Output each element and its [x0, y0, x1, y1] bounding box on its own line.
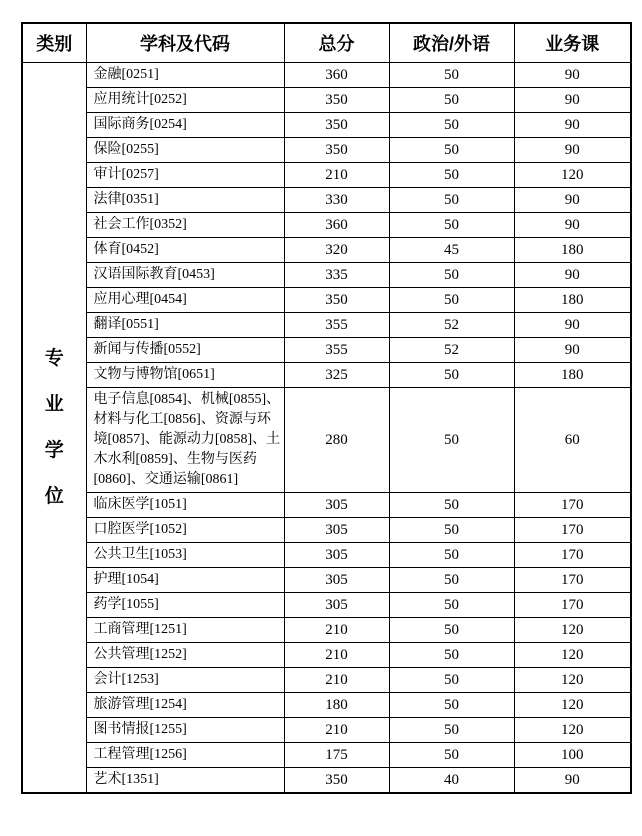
- table-row: [22, 238, 631, 263]
- professional-course-cell: 90: [514, 63, 631, 88]
- politics-foreign-cell: 50: [389, 543, 514, 568]
- total-score-cell: 305: [284, 493, 389, 518]
- table-row: [22, 138, 631, 163]
- subject-cell: 图书情报[1255]: [86, 718, 284, 743]
- table-row: [22, 288, 631, 313]
- table-row: [22, 213, 631, 238]
- table-row: [22, 768, 631, 794]
- politics-foreign-cell: 50: [389, 188, 514, 213]
- professional-course-cell: 90: [514, 313, 631, 338]
- subject-cell: 临床医学[1051]: [86, 493, 284, 518]
- total-score-cell: 320: [284, 238, 389, 263]
- header-category: 类别: [22, 23, 86, 63]
- professional-course-cell: 90: [514, 138, 631, 163]
- total-score-cell: 350: [284, 113, 389, 138]
- subject-cell: 护理[1054]: [86, 568, 284, 593]
- total-score-cell: 210: [284, 163, 389, 188]
- politics-foreign-cell: 50: [389, 388, 514, 493]
- header-total-score: 总分: [284, 23, 389, 63]
- subject-cell: 应用心理[0454]: [86, 288, 284, 313]
- politics-foreign-cell: 50: [389, 63, 514, 88]
- professional-course-cell: 120: [514, 643, 631, 668]
- politics-foreign-cell: 50: [389, 263, 514, 288]
- politics-foreign-cell: 50: [389, 88, 514, 113]
- table-row: [22, 593, 631, 618]
- professional-course-cell: 180: [514, 238, 631, 263]
- total-score-cell: 280: [284, 388, 389, 493]
- table-row: [22, 693, 631, 718]
- total-score-cell: 305: [284, 593, 389, 618]
- subject-cell: 公共卫生[1053]: [86, 543, 284, 568]
- professional-course-cell: 90: [514, 338, 631, 363]
- subject-cell: 金融[0251]: [86, 63, 284, 88]
- politics-foreign-cell: 50: [389, 113, 514, 138]
- table-row: [22, 363, 631, 388]
- politics-foreign-cell: 50: [389, 743, 514, 768]
- professional-course-cell: 120: [514, 718, 631, 743]
- subject-cell: 保险[0255]: [86, 138, 284, 163]
- header-row: [22, 23, 631, 63]
- table-row: [22, 668, 631, 693]
- politics-foreign-cell: 50: [389, 518, 514, 543]
- subject-cell: 工程管理[1256]: [86, 743, 284, 768]
- professional-course-cell: 120: [514, 693, 631, 718]
- subject-cell: 文物与博物馆[0651]: [86, 363, 284, 388]
- professional-course-cell: 90: [514, 113, 631, 138]
- politics-foreign-cell: 50: [389, 693, 514, 718]
- subject-cell: 国际商务[0254]: [86, 113, 284, 138]
- professional-course-cell: 170: [514, 593, 631, 618]
- total-score-cell: 355: [284, 338, 389, 363]
- subject-cell: 公共管理[1252]: [86, 643, 284, 668]
- table-row: [22, 88, 631, 113]
- category-char: 位: [44, 485, 64, 507]
- total-score-cell: 350: [284, 768, 389, 794]
- subject-cell: 体育[0452]: [86, 238, 284, 263]
- politics-foreign-cell: 50: [389, 568, 514, 593]
- subject-cell: 工商管理[1251]: [86, 618, 284, 643]
- professional-course-cell: 90: [514, 768, 631, 794]
- table-row: [22, 113, 631, 138]
- professional-course-cell: 120: [514, 668, 631, 693]
- category-cell: [22, 63, 86, 794]
- subject-cell: 翻译[0551]: [86, 313, 284, 338]
- subject-cell: 药学[1055]: [86, 593, 284, 618]
- category-char: 学: [44, 439, 64, 461]
- header-politics-foreign: 政治/外语: [389, 23, 514, 63]
- table-row: [22, 543, 631, 568]
- subject-cell: 汉语国际教育[0453]: [86, 263, 284, 288]
- politics-foreign-cell: 50: [389, 668, 514, 693]
- category-char: 业: [44, 393, 64, 415]
- total-score-cell: 350: [284, 288, 389, 313]
- total-score-cell: 350: [284, 88, 389, 113]
- header-subject-code: 学科及代码: [86, 23, 284, 63]
- table-row: [22, 163, 631, 188]
- category-char: 专: [44, 347, 64, 369]
- table-row: [22, 718, 631, 743]
- professional-course-cell: 90: [514, 263, 631, 288]
- politics-foreign-cell: 50: [389, 643, 514, 668]
- total-score-cell: 325: [284, 363, 389, 388]
- subject-cell: 会计[1253]: [86, 668, 284, 693]
- total-score-cell: 305: [284, 543, 389, 568]
- total-score-cell: 350: [284, 138, 389, 163]
- table-row: [22, 338, 631, 363]
- subject-cell: 应用统计[0252]: [86, 88, 284, 113]
- professional-course-cell: 90: [514, 88, 631, 113]
- politics-foreign-cell: 50: [389, 493, 514, 518]
- table-row: [22, 743, 631, 768]
- professional-course-cell: 170: [514, 518, 631, 543]
- professional-course-cell: 100: [514, 743, 631, 768]
- total-score-cell: 360: [284, 63, 389, 88]
- table-row: [22, 568, 631, 593]
- total-score-cell: 180: [284, 693, 389, 718]
- total-score-cell: 210: [284, 668, 389, 693]
- total-score-cell: 355: [284, 313, 389, 338]
- subject-cell: 艺术[1351]: [86, 768, 284, 794]
- politics-foreign-cell: 45: [389, 238, 514, 263]
- table-row: [22, 388, 631, 493]
- professional-course-cell: 90: [514, 188, 631, 213]
- table-row: [22, 493, 631, 518]
- politics-foreign-cell: 50: [389, 363, 514, 388]
- politics-foreign-cell: 50: [389, 213, 514, 238]
- subject-cell: 旅游管理[1254]: [86, 693, 284, 718]
- total-score-cell: 305: [284, 568, 389, 593]
- professional-course-cell: 170: [514, 568, 631, 593]
- professional-course-cell: 180: [514, 363, 631, 388]
- subject-cell: 电子信息[0854]、机械[0855]、材料与化工[0856]、资源与环境[0857]、能源动力[0858]、土木水利[0859]、生物与医药[0860]、交通运输[0861]: [86, 388, 284, 493]
- total-score-cell: 210: [284, 618, 389, 643]
- politics-foreign-cell: 50: [389, 163, 514, 188]
- header-professional-course: 业务课: [514, 23, 631, 63]
- table-row: [22, 518, 631, 543]
- total-score-cell: 305: [284, 518, 389, 543]
- score-table: [21, 22, 632, 794]
- subject-cell: 口腔医学[1052]: [86, 518, 284, 543]
- politics-foreign-cell: 50: [389, 288, 514, 313]
- politics-foreign-cell: 50: [389, 618, 514, 643]
- professional-course-cell: 120: [514, 163, 631, 188]
- professional-course-cell: 90: [514, 213, 631, 238]
- table-row: [22, 643, 631, 668]
- politics-foreign-cell: 50: [389, 138, 514, 163]
- table-row: [22, 63, 631, 88]
- table-header: [22, 23, 631, 63]
- professional-course-cell: 180: [514, 288, 631, 313]
- professional-course-cell: 170: [514, 543, 631, 568]
- subject-cell: 审计[0257]: [86, 163, 284, 188]
- subject-cell: 法律[0351]: [86, 188, 284, 213]
- professional-course-cell: 120: [514, 618, 631, 643]
- subject-cell: 社会工作[0352]: [86, 213, 284, 238]
- politics-foreign-cell: 50: [389, 593, 514, 618]
- politics-foreign-cell: 52: [389, 338, 514, 363]
- total-score-cell: 335: [284, 263, 389, 288]
- politics-foreign-cell: 40: [389, 768, 514, 794]
- table-row: [22, 263, 631, 288]
- category-vertical-label: [23, 336, 86, 520]
- total-score-cell: 175: [284, 743, 389, 768]
- table-row: [22, 188, 631, 213]
- total-score-cell: 330: [284, 188, 389, 213]
- total-score-cell: 360: [284, 213, 389, 238]
- table-body: [22, 63, 631, 794]
- table-row: [22, 313, 631, 338]
- table-row: [22, 618, 631, 643]
- total-score-cell: 210: [284, 643, 389, 668]
- politics-foreign-cell: 52: [389, 313, 514, 338]
- subject-cell: 新闻与传播[0552]: [86, 338, 284, 363]
- professional-course-cell: 170: [514, 493, 631, 518]
- total-score-cell: 210: [284, 718, 389, 743]
- politics-foreign-cell: 50: [389, 718, 514, 743]
- professional-course-cell: 60: [514, 388, 631, 493]
